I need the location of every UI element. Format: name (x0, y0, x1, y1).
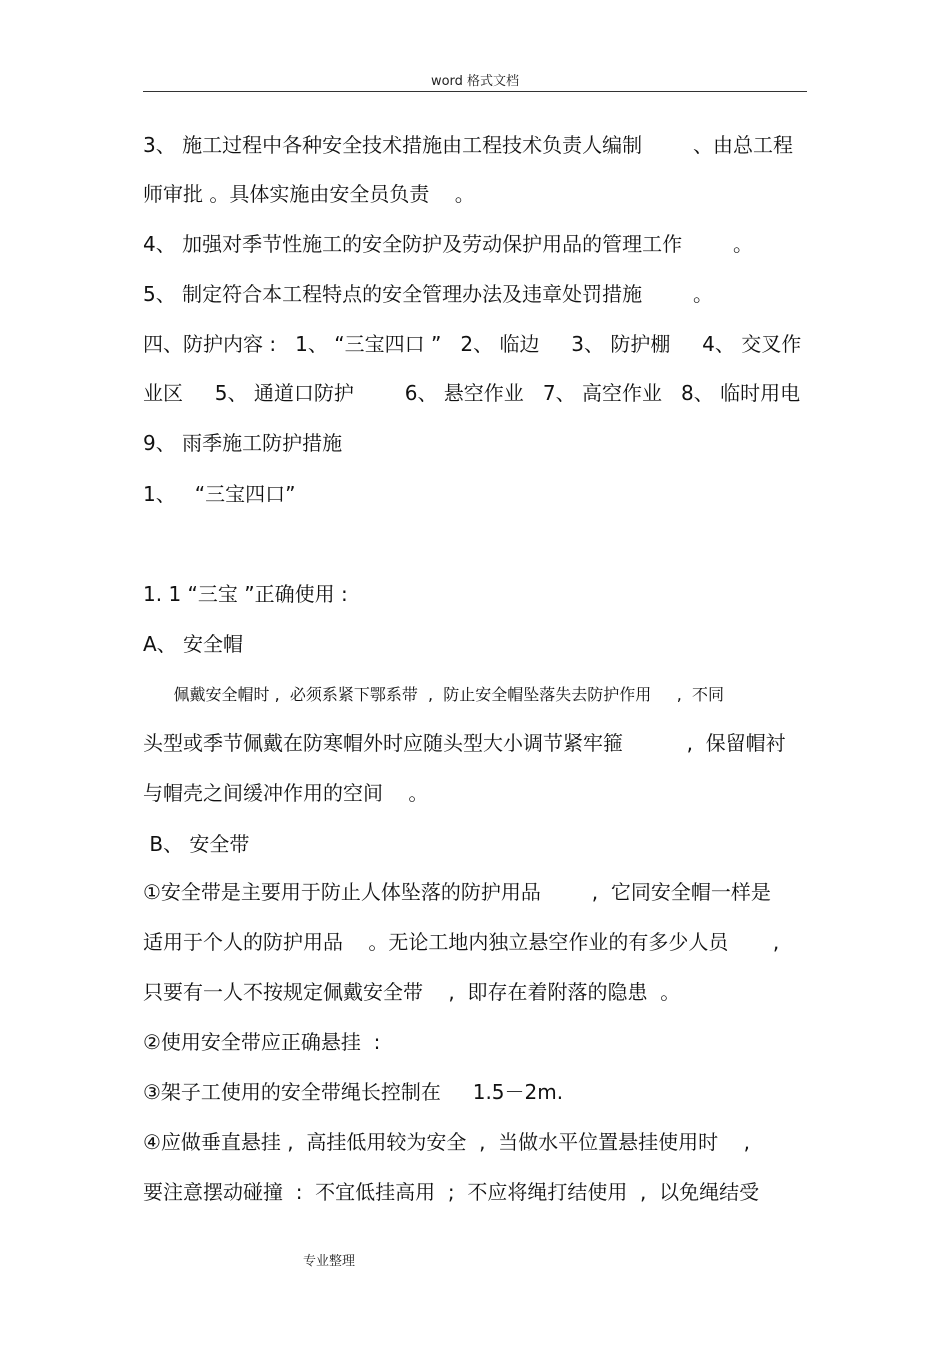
text-line: ④应做垂直悬挂 , 高挂低用较为安全 , 当做水平位置悬挂使用时 , (143, 1130, 750, 1154)
section-heading: 1、 “三宝四口” (143, 482, 296, 506)
subsection-heading: 1. 1 “三宝 ”正确使用 : (143, 582, 348, 606)
text-line: 业区 5、 通道口防护 6、 悬空作业 7、 高空作业 8、 临时用电 (143, 381, 801, 405)
text-line: ③架子工使用的安全带绳长控制在 1.5－2m. (143, 1080, 564, 1104)
text-line: 只要有一人不按规定佩戴安全带 , 即存在着附落的隐患 。 (143, 980, 681, 1004)
text-line: 师审批 。具体实施由安全员负责 。 (143, 182, 475, 206)
page-footer: 专业整理 (303, 1254, 356, 1269)
item-heading: B、 安全带 (143, 832, 250, 856)
text-line: 佩戴安全帽时 , 必须系紧下鄂系带 , 防止安全帽坠落失去防护作用 , 不同 (143, 685, 724, 704)
text-line: 5、 制定符合本工程特点的安全管理办法及违章处罚措施 。 (143, 282, 713, 306)
text-line: ①安全带是主要用于防止人体坠落的防护用品 , 它同安全帽一样是 (143, 880, 771, 904)
text-line: 4、 加强对季节性施工的安全防护及劳动保护用品的管理工作 。 (143, 232, 753, 256)
text-line: 3、 施工过程中各种安全技术措施由工程技术负责人编制 、由总工程 (143, 133, 793, 157)
header-divider (143, 91, 807, 92)
text-line: 头型或季节佩戴在防寒帽外时应随头型大小调节紧牢箍 , 保留帽衬 (143, 731, 786, 755)
text-line: 适用于个人的防护用品 。无论工地内独立悬空作业的有多少人员 , (143, 930, 780, 954)
text-line: ②使用安全带应正确悬挂 : (143, 1030, 381, 1054)
text-line: 与帽壳之间缓冲作用的空间 。 (143, 781, 429, 805)
text-line: 要注意摆动碰撞 : 不宜低挂高用 ; 不应将绳打结使用 , 以免绳结受 (143, 1180, 760, 1204)
text-line: 四、防护内容 : 1、 “三宝四口 ” 2、 临边 3、 防护棚 4、 交叉作 (143, 332, 802, 356)
text-line: 9、 雨季施工防护措施 (143, 431, 343, 455)
item-heading: A、 安全帽 (143, 632, 244, 656)
page-header: word 格式文档 (430, 74, 520, 89)
